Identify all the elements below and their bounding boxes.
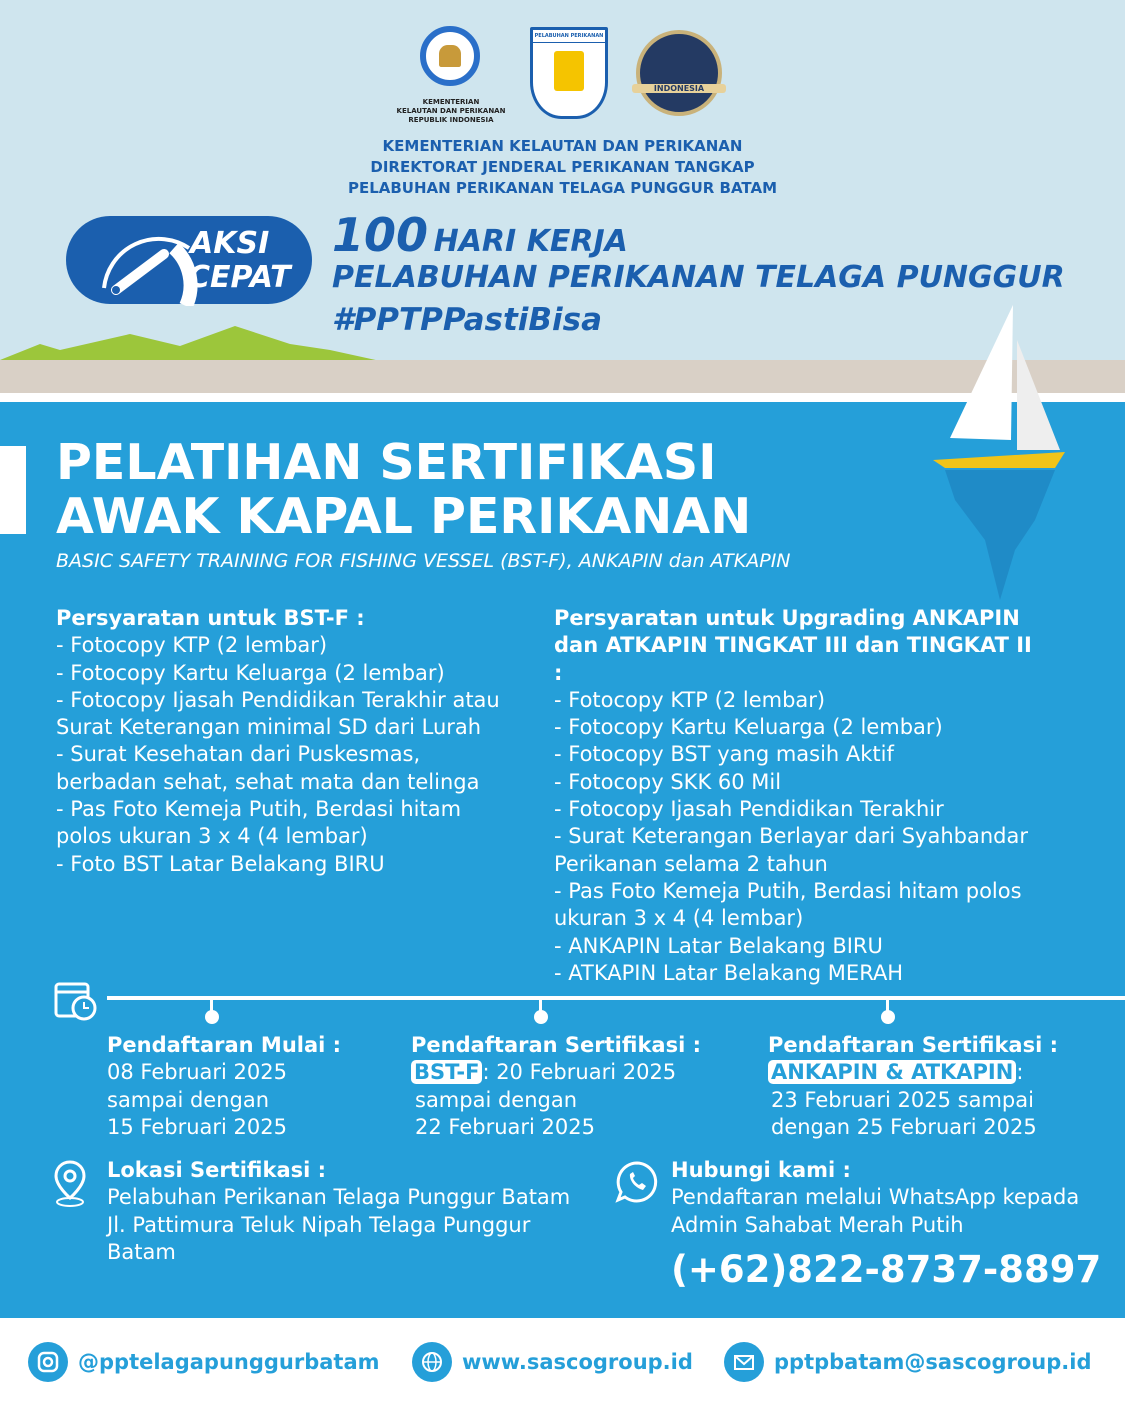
location-heading: Lokasi Sertifikasi :	[107, 1158, 327, 1182]
requirement-item: - Surat Kesehatan dari Puskesmas, berbadan sehat, sehat mata dan telinga	[56, 742, 480, 794]
requirement-item: - Surat Keterangan Berlayar dari Syahbandar Perikanan selama 2 tahun	[554, 824, 1028, 876]
contact-heading: Hubungi kami :	[671, 1158, 851, 1182]
instagram-icon	[28, 1342, 68, 1382]
requirement-item: - ATKAPIN Latar Belakang MERAH	[554, 960, 904, 985]
website-link[interactable]	[412, 1342, 693, 1382]
location-section	[107, 1157, 587, 1266]
instagram-handle: @pptelagapunggurbatam	[78, 1350, 380, 1374]
requirement-item: - Fotocopy KTP (2 lembar)	[554, 687, 826, 712]
timeline-text: : 20 Februari 2025	[482, 1060, 677, 1085]
location-pin-icon	[54, 1160, 86, 1208]
aksi-cepat-badge	[66, 216, 312, 304]
logo-text: PELABUHAN PERIKANAN	[533, 30, 605, 43]
timeline-text: sampai dengan	[107, 1087, 270, 1112]
mail-icon	[724, 1342, 764, 1382]
timeline-heading: Pendaftaran Sertifikasi :	[768, 1033, 1058, 1057]
contact-section	[671, 1157, 1101, 1239]
requirements-upgrade	[554, 605, 1034, 987]
timeline-heading: Pendaftaran Mulai :	[107, 1033, 342, 1057]
requirement-item: - Pas Foto Kemeja Putih, Berdasi hitam polos ukuran 3 x 4 (4 lembar)	[56, 797, 462, 849]
contact-text: Pendaftaran melalui WhatsApp kepada Admin Sahabat Merah Putih	[671, 1185, 1080, 1237]
timeline-line	[107, 996, 1125, 1000]
timeline-item-1	[107, 1032, 341, 1141]
requirement-item: - Pas Foto Kemeja Putih, Berdasi hitam polos ukuran 3 x 4 (4 lembar)	[554, 878, 1022, 931]
requirement-item: - Foto BST Latar Belakang BIRU	[56, 851, 385, 876]
timeline-text: dengan 25 Februari 2025	[771, 1114, 1037, 1139]
location-text: Jl. Pattimura Teluk Nipah Telaga Punggur Batam	[107, 1212, 531, 1264]
headline-line2: PELABUHAN PERIKANAN TELAGA PUNGGUR	[332, 260, 1065, 295]
section-heading: Persyaratan untuk BST-F :	[56, 606, 365, 630]
calendar-clock-icon	[54, 978, 100, 1022]
timeline-text: :	[1016, 1060, 1024, 1085]
requirement-item: - Fotocopy Kartu Keluarga (2 lembar)	[56, 660, 445, 685]
headline	[332, 208, 628, 262]
pelabuhan-perikanan-logo	[530, 27, 608, 119]
insan-maritim-logo	[636, 30, 722, 116]
org-header	[0, 136, 1125, 199]
subtitle: BASIC SAFETY TRAINING FOR FISHING VESSEL (BST-F), ANKAPIN dan ATKAPIN	[56, 550, 791, 572]
headline-rest: HARI KERJA	[433, 224, 628, 259]
title-line2: AWAK KAPAL PERIKANAN	[56, 488, 752, 545]
email-link[interactable]	[724, 1342, 1091, 1382]
kkp-logo	[420, 26, 480, 86]
whatsapp-icon	[615, 1160, 659, 1204]
requirement-item: - Fotocopy KTP (2 lembar)	[56, 633, 328, 658]
instagram-link[interactable]	[28, 1342, 380, 1382]
bstf-tag: BST-F	[411, 1060, 482, 1084]
timeline-item-3	[768, 1032, 1058, 1141]
timeline-text: 08 Februari 2025	[107, 1060, 287, 1085]
org-line: PELABUHAN PERIKANAN TELAGA PUNGGUR BATAM	[347, 179, 778, 197]
requirement-item: - Fotocopy Ijasah Pendidikan Terakhir	[554, 797, 944, 822]
caption-line: KELAUTAN DAN PERIKANAN	[396, 107, 506, 115]
requirement-item: - Fotocopy SKK 60 Mil	[554, 769, 782, 794]
badge-line1: AKSI	[190, 226, 270, 261]
timeline-heading: Pendaftaran Sertifikasi :	[411, 1033, 701, 1057]
timeline-dot	[881, 1010, 895, 1024]
org-line: KEMENTERIAN KELAUTAN DAN PERIKANAN	[382, 137, 743, 155]
timeline-text: sampai dengan	[415, 1087, 578, 1112]
logo-banner: INDONESIA	[632, 84, 726, 93]
section-heading: Persyaratan untuk Upgrading ANKAPIN dan ATKAPIN TINGKAT III dan TINGKAT II :	[554, 606, 1032, 685]
badge-line2: CEPAT	[188, 260, 291, 295]
email-address: pptpbatam@sascogroup.id	[774, 1350, 1092, 1374]
timeline-text: 23 Februari 2025 sampai	[771, 1087, 1034, 1112]
page-title	[56, 436, 751, 544]
phone-number[interactable]: (+62)822-8737-8897	[671, 1248, 1102, 1291]
caption-line: REPUBLIK INDONESIA	[408, 116, 494, 124]
timeline-text: 22 Februari 2025	[415, 1114, 595, 1139]
title-line1: PELATIHAN SERTIFIKASI	[56, 434, 717, 491]
requirement-item: - Fotocopy BST yang masih Aktif	[554, 742, 894, 767]
requirement-item: - Fotocopy Kartu Keluarga (2 lembar)	[554, 715, 943, 740]
anchor-icon	[554, 51, 584, 91]
requirement-item: - Fotocopy Ijasah Pendidikan Terakhir atau Surat Keterangan minimal SD dari Lurah	[56, 687, 500, 740]
timeline-text: 15 Februari 2025	[107, 1114, 287, 1139]
caption-line: KEMENTERIAN	[422, 98, 480, 106]
headline-number: 100	[332, 208, 429, 262]
location-text: Pelabuhan Perikanan Telaga Punggur Batam	[107, 1185, 571, 1210]
globe-icon	[412, 1342, 452, 1382]
org-line: DIREKTORAT JENDERAL PERIKANAN TANGKAP	[370, 158, 755, 176]
website-url: www.sascogroup.id	[462, 1350, 693, 1374]
requirement-item: - ANKAPIN Latar Belakang BIRU	[554, 933, 883, 958]
timeline-dot	[205, 1010, 219, 1024]
timeline-dot	[534, 1010, 548, 1024]
kkp-caption	[395, 98, 507, 125]
requirements-bstf	[56, 605, 516, 878]
hashtag: #PPTPPastiBisa	[332, 302, 603, 338]
ankapin-atkapin-tag: ANKAPIN & ATKAPIN	[768, 1060, 1016, 1084]
sailboat-illustration	[925, 300, 1075, 610]
title-accent-bar	[0, 446, 26, 534]
timeline-item-2	[411, 1032, 701, 1141]
